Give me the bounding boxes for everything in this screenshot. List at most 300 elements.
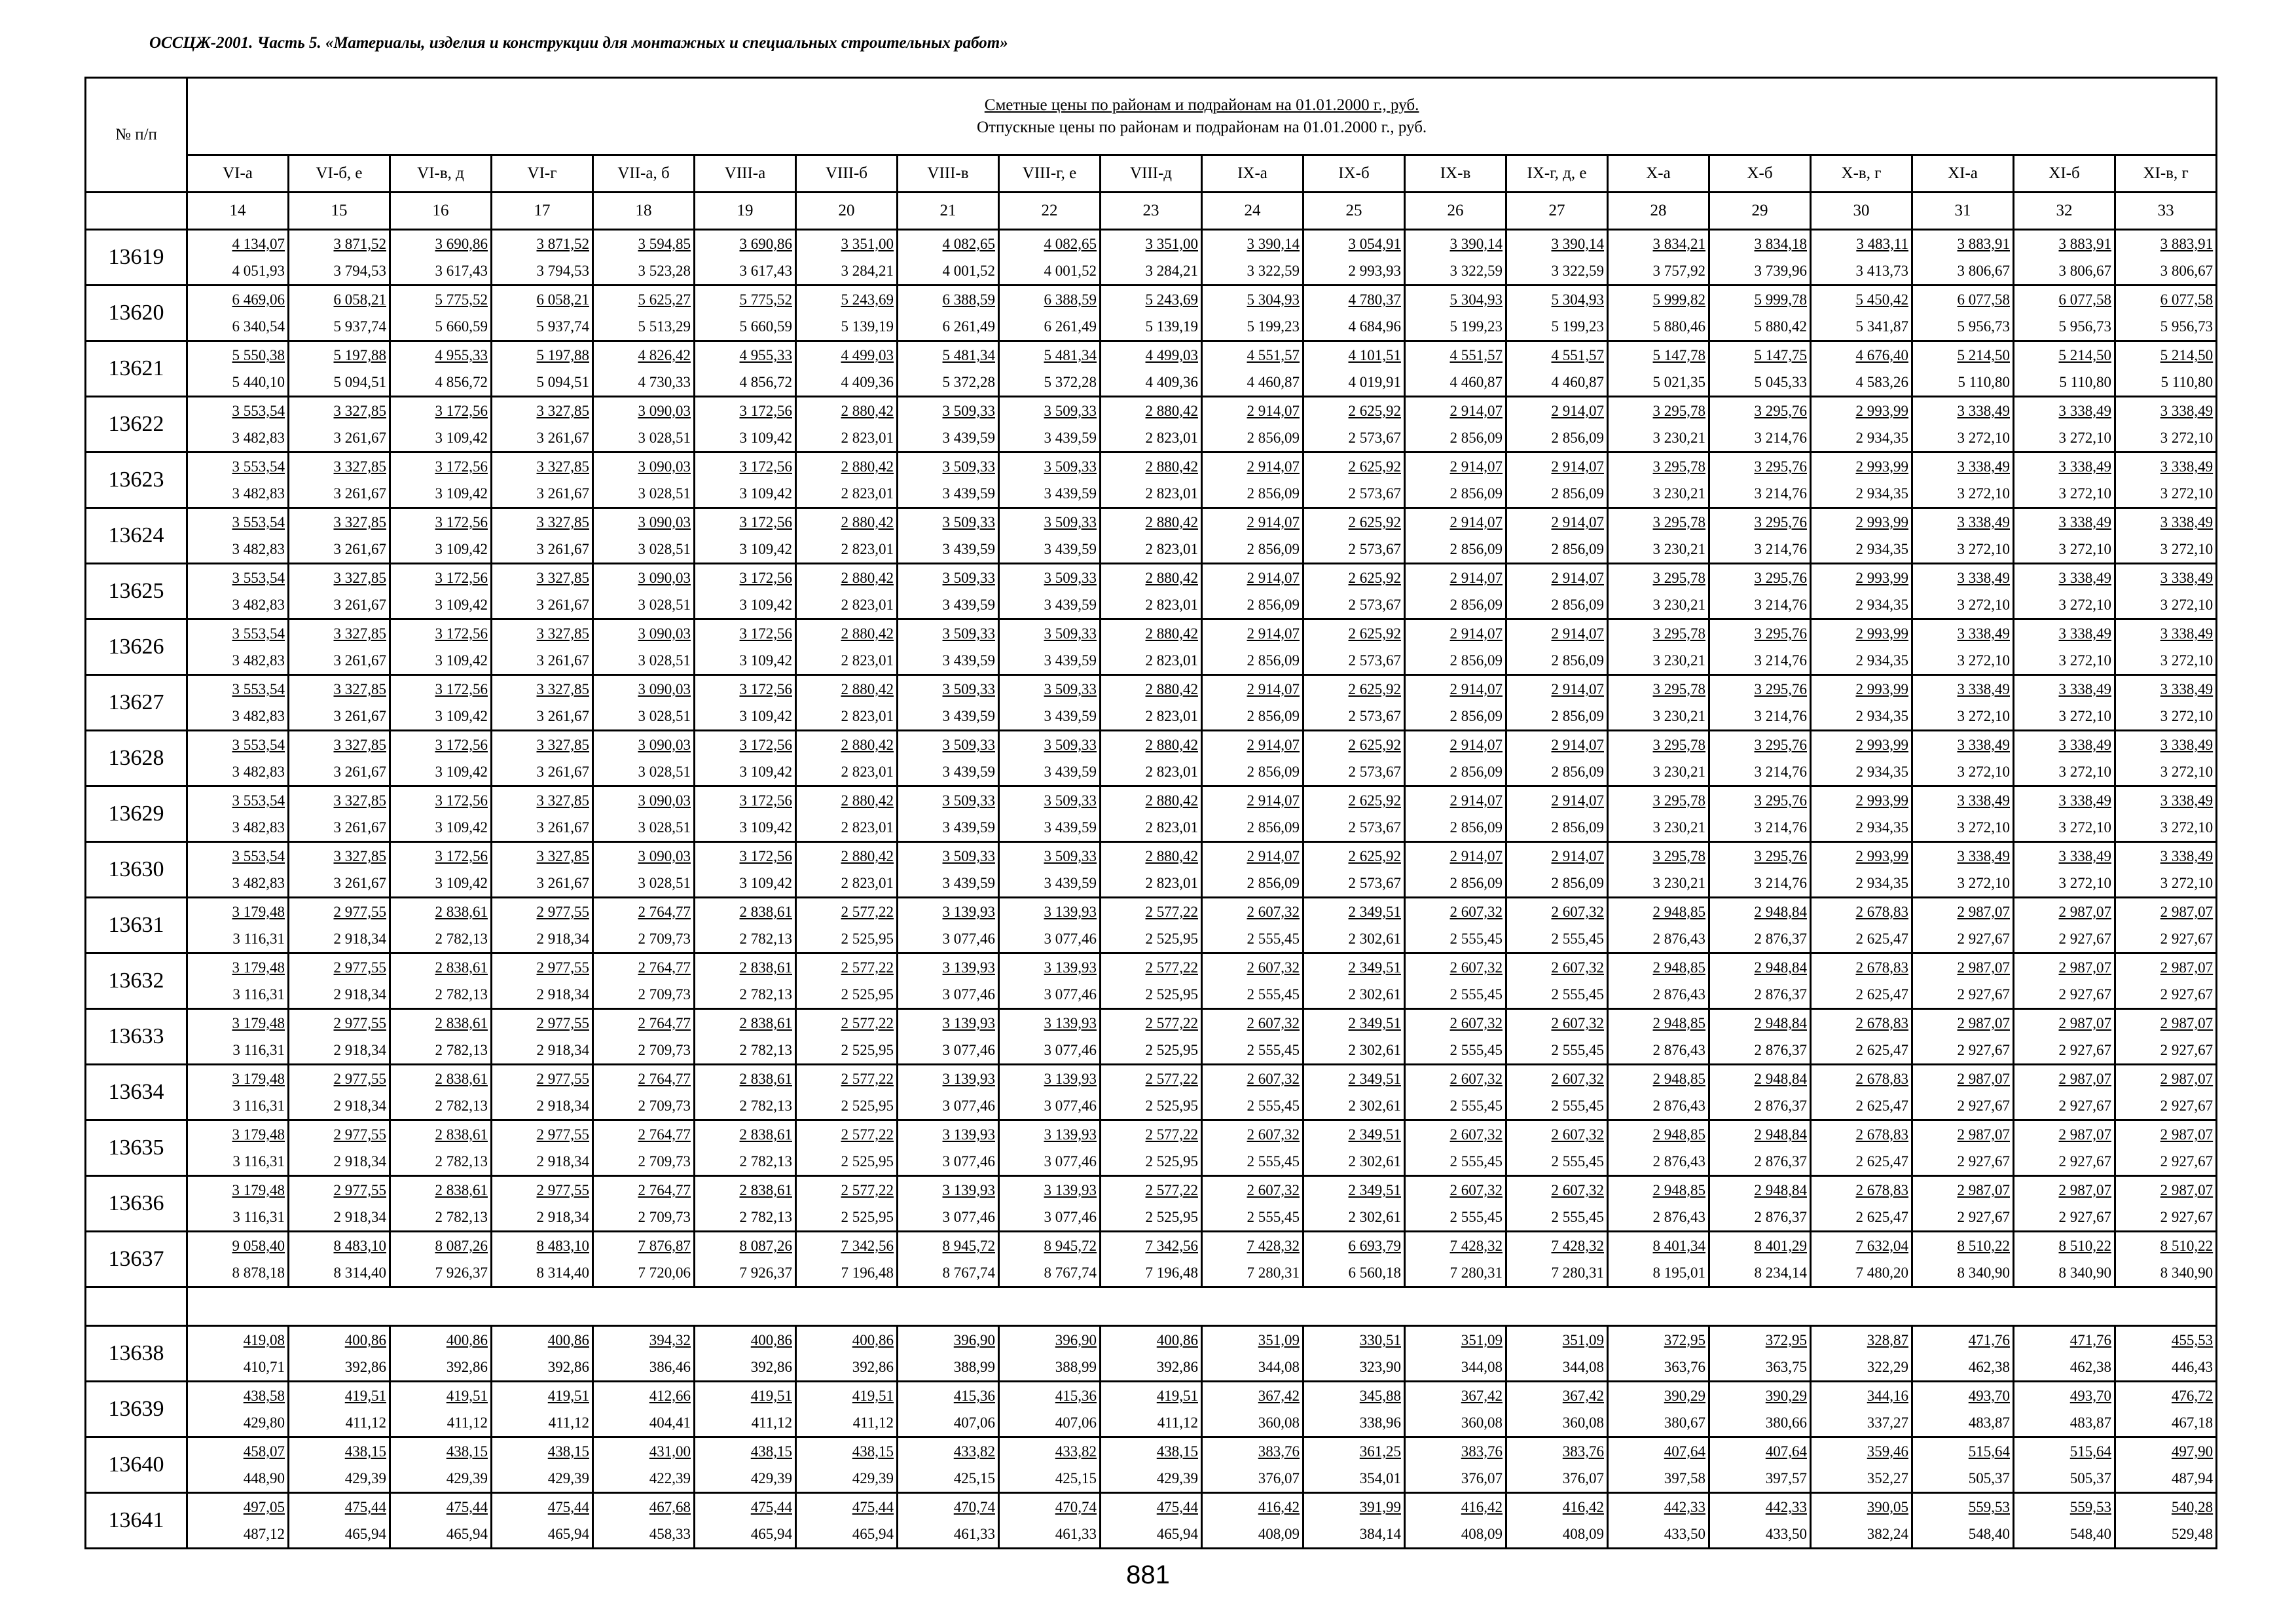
estimated-price: 2 880,42 (1145, 848, 1198, 864)
price-cell (1709, 1232, 1811, 1287)
price-cell (1811, 953, 1912, 1009)
estimated-price: 3 553,54 (232, 403, 285, 419)
price-cell (390, 1437, 492, 1493)
release-price: 465,94 (750, 1526, 792, 1542)
price-cell (695, 286, 796, 341)
release-price: 3 261,67 (333, 764, 386, 780)
estimated-price: 2 880,42 (841, 514, 894, 530)
release-price: 3 261,67 (536, 541, 589, 557)
release-price: 3 214,76 (1754, 541, 1807, 557)
price-cell (390, 953, 492, 1009)
price-cell (1101, 1009, 1202, 1065)
price-cell (2115, 1326, 2217, 1382)
price-cell (1101, 1382, 1202, 1437)
price-cell (999, 953, 1101, 1009)
price-cell (999, 786, 1101, 842)
item-number: 13632 (86, 953, 187, 1009)
price-cell (1506, 452, 1608, 508)
release-price: 3 322,59 (1551, 263, 1604, 279)
release-price: 462,38 (2069, 1359, 2111, 1375)
estimated-price: 4 082,65 (1044, 236, 1097, 252)
release-price: 3 439,59 (1044, 764, 1097, 780)
estimated-price: 2 764,77 (638, 1182, 691, 1198)
price-cell (1811, 286, 1912, 341)
release-price: 2 927,67 (2058, 1098, 2111, 1114)
release-price: 3 214,76 (1754, 708, 1807, 724)
release-price: 2 927,67 (2160, 1153, 2214, 1170)
release-price: 3 230,21 (1652, 819, 1705, 836)
release-price: 7 480,20 (1855, 1264, 1908, 1281)
estimated-price: 3 509,33 (942, 848, 995, 864)
release-price: 8 340,90 (1957, 1264, 2010, 1281)
table-row (86, 564, 2217, 619)
price-cell (1101, 1437, 1202, 1493)
estimated-price: 3 295,76 (1754, 458, 1807, 475)
release-price: 2 555,45 (1247, 1042, 1300, 1058)
release-price: 2 555,45 (1247, 931, 1300, 947)
release-price: 3 261,67 (333, 819, 386, 836)
estimated-price: 416,42 (1562, 1499, 1604, 1515)
estimated-price: 2 577,22 (1145, 1015, 1198, 1031)
release-price: 3 109,42 (739, 430, 792, 446)
price-cell (796, 508, 898, 564)
estimated-price: 467,68 (649, 1499, 691, 1515)
price-cell (796, 731, 898, 786)
estimated-price: 3 179,48 (232, 1015, 285, 1031)
release-price: 392,86 (1156, 1359, 1198, 1375)
price-cell (1405, 341, 1506, 397)
estimated-price: 3 327,85 (333, 737, 386, 753)
price-cell (390, 230, 492, 286)
estimated-price: 419,08 (243, 1332, 285, 1348)
price-cell (2115, 397, 2217, 452)
estimated-price: 3 338,49 (2058, 458, 2111, 475)
estimated-price: 9 058,40 (232, 1238, 285, 1254)
release-price: 2 823,01 (1145, 764, 1198, 780)
estimated-price: 5 625,27 (638, 291, 691, 308)
price-cell (898, 1065, 999, 1120)
release-price: 8 878,18 (232, 1264, 285, 1281)
price-cell (1608, 1120, 1709, 1176)
region-header: IX-г, д, е (1506, 155, 1608, 193)
price-cell (289, 842, 390, 898)
estimated-price: 3 871,52 (333, 236, 386, 252)
release-price: 3 272,10 (2058, 819, 2111, 836)
release-price: 2 555,45 (1551, 1098, 1604, 1114)
release-price: 461,33 (1055, 1526, 1097, 1542)
release-price: 2 555,45 (1551, 1153, 1604, 1170)
region-header: VIII-г, е (999, 155, 1101, 193)
release-price: 2 918,34 (333, 1209, 386, 1225)
estimated-price: 2 914,07 (1247, 792, 1300, 809)
estimated-price: 3 338,49 (2160, 681, 2214, 697)
price-cell (695, 1382, 796, 1437)
release-price: 3 077,46 (942, 1098, 995, 1114)
price-cell (2014, 1120, 2115, 1176)
release-price: 465,94 (446, 1526, 488, 1542)
release-price: 465,94 (852, 1526, 894, 1542)
release-price: 3 739,96 (1754, 263, 1807, 279)
price-cell (898, 898, 999, 953)
release-price: 2 555,45 (1551, 1209, 1604, 1225)
estimated-price: 5 214,50 (1957, 347, 2010, 363)
estimated-price: 2 880,42 (1145, 458, 1198, 475)
release-price: 3 261,67 (536, 875, 589, 891)
release-price: 5 372,28 (1044, 374, 1097, 390)
release-price: 7 280,31 (1449, 1264, 1503, 1281)
estimated-price: 2 977,55 (536, 1071, 589, 1087)
estimated-price: 2 880,42 (841, 737, 894, 753)
price-cell (1912, 1493, 2014, 1549)
release-price: 5 199,23 (1449, 318, 1503, 335)
estimated-price: 6 077,58 (1957, 291, 2010, 308)
price-cell (1608, 508, 1709, 564)
estimated-price: 2 838,61 (739, 1126, 792, 1143)
release-price: 429,39 (344, 1470, 386, 1486)
release-price: 2 625,47 (1855, 1098, 1908, 1114)
estimated-price: 2 914,07 (1551, 625, 1604, 642)
release-price: 360,08 (1461, 1414, 1503, 1431)
price-cell (695, 1176, 796, 1232)
price-cell (1811, 564, 1912, 619)
estimated-price: 2 987,07 (1957, 1015, 2010, 1031)
price-cell (1202, 898, 1303, 953)
release-price: 8 767,74 (942, 1264, 995, 1281)
release-price: 3 617,43 (739, 263, 792, 279)
release-price: 2 856,09 (1449, 430, 1503, 446)
release-price: 2 525,95 (1145, 1098, 1198, 1114)
estimated-price: 2 607,32 (1449, 904, 1503, 920)
release-price: 5 513,29 (638, 318, 691, 335)
estimated-price: 2 838,61 (435, 1126, 488, 1143)
release-price: 429,39 (446, 1470, 488, 1486)
release-price: 2 555,45 (1247, 1098, 1300, 1114)
price-cell (1912, 675, 2014, 731)
price-cell (2014, 230, 2115, 286)
estimated-price: 515,64 (1968, 1443, 2010, 1460)
estimated-price: 2 678,83 (1855, 1015, 1908, 1031)
price-cell (1405, 508, 1506, 564)
estimated-price: 2 880,42 (841, 458, 894, 475)
estimated-price: 2 914,07 (1551, 792, 1604, 809)
price-cell (796, 397, 898, 452)
estimated-price: 3 179,48 (232, 1182, 285, 1198)
release-price: 467,18 (2171, 1414, 2214, 1431)
price-cell (1608, 564, 1709, 619)
release-price: 392,86 (344, 1359, 386, 1375)
price-cell (2014, 953, 2115, 1009)
price-cell (2115, 731, 2217, 786)
estimated-price: 3 834,21 (1652, 236, 1705, 252)
estimated-price: 8 087,26 (739, 1238, 792, 1254)
price-cell (492, 953, 593, 1009)
estimated-price: 3 172,56 (739, 458, 792, 475)
price-cell (1101, 564, 1202, 619)
price-cell (999, 397, 1101, 452)
price-cell (796, 1065, 898, 1120)
estimated-price: 5 214,50 (2058, 347, 2111, 363)
release-price: 363,75 (1765, 1359, 1807, 1375)
estimated-price: 3 327,85 (333, 792, 386, 809)
release-price: 462,38 (1968, 1359, 2010, 1375)
estimated-price: 3 139,93 (1044, 959, 1097, 976)
price-cell (898, 452, 999, 508)
release-price: 3 272,10 (2160, 708, 2214, 724)
release-price: 3 116,31 (232, 1209, 285, 1225)
price-cell (796, 619, 898, 675)
release-price: 4 460,87 (1551, 374, 1604, 390)
estimated-price: 2 838,61 (739, 1071, 792, 1087)
estimated-price: 7 428,32 (1247, 1238, 1300, 1254)
release-price: 2 918,34 (536, 931, 589, 947)
release-price: 3 109,42 (435, 708, 488, 724)
price-cell (2115, 842, 2217, 898)
estimated-price: 3 338,49 (1957, 681, 2010, 697)
column-number: 18 (593, 193, 695, 230)
region-header: IX-в (1405, 155, 1506, 193)
price-cell (187, 1326, 289, 1382)
price-cell (1202, 286, 1303, 341)
price-cell (1709, 619, 1811, 675)
price-cell (1811, 1120, 1912, 1176)
release-price: 425,15 (953, 1470, 995, 1486)
estimated-price: 5 550,38 (232, 347, 285, 363)
estimated-price: 2 987,07 (1957, 1071, 2010, 1087)
release-price: 411,12 (1157, 1414, 1198, 1431)
release-price: 3 482,83 (232, 708, 285, 724)
release-price: 3 261,67 (333, 485, 386, 502)
price-cell (1811, 842, 1912, 898)
estimated-price: 455,53 (2171, 1332, 2214, 1348)
estimated-price: 4 551,57 (1449, 347, 1503, 363)
estimated-price: 2 977,55 (536, 1182, 589, 1198)
estimated-price: 438,15 (344, 1443, 386, 1460)
column-number: 33 (2115, 193, 2217, 230)
estimated-price: 2 987,07 (2058, 1182, 2111, 1198)
price-cell (289, 675, 390, 731)
estimated-price: 400,86 (750, 1332, 792, 1348)
release-price: 407,06 (1055, 1414, 1097, 1431)
estimated-price: 5 147,75 (1754, 347, 1807, 363)
estimated-price: 2 914,07 (1449, 570, 1503, 586)
price-cell (492, 675, 593, 731)
price-cell (2014, 1493, 2115, 1549)
price-cell (1811, 786, 1912, 842)
release-price: 2 573,67 (1348, 708, 1401, 724)
price-cell (1202, 1176, 1303, 1232)
release-price: 3 439,59 (942, 708, 995, 724)
estimated-price: 4 551,57 (1551, 347, 1604, 363)
price-cell (593, 842, 695, 898)
price-cell (1405, 731, 1506, 786)
release-price: 397,58 (1664, 1470, 1705, 1486)
estimated-price: 5 481,34 (1044, 347, 1097, 363)
price-cell (289, 1437, 390, 1493)
release-price: 5 139,19 (841, 318, 894, 335)
price-cell (593, 898, 695, 953)
price-cell (1303, 1120, 1405, 1176)
release-price: 322,29 (1867, 1359, 1908, 1375)
estimated-price: 2 880,42 (841, 570, 894, 586)
estimated-price: 2 349,51 (1348, 904, 1401, 920)
release-price: 4 409,36 (1145, 374, 1198, 390)
release-price: 2 927,67 (2160, 931, 2214, 947)
price-cell (187, 1065, 289, 1120)
release-price: 2 782,13 (435, 1153, 488, 1170)
price-cell (492, 842, 593, 898)
estimated-price: 4 780,37 (1348, 291, 1401, 308)
price-cell (289, 1176, 390, 1232)
estimated-price: 3 295,76 (1754, 737, 1807, 753)
estimated-price: 3 338,49 (1957, 848, 2010, 864)
estimated-price: 3 139,93 (942, 1015, 995, 1031)
region-header: XI-а (1912, 155, 2014, 193)
price-cell (1101, 731, 1202, 786)
price-cell (2115, 1437, 2217, 1493)
price-cell (1811, 230, 1912, 286)
release-price: 4 409,36 (841, 374, 894, 390)
release-price: 2 876,43 (1652, 986, 1705, 1003)
release-price: 410,71 (243, 1359, 285, 1375)
release-price: 5 110,80 (2059, 374, 2111, 390)
price-cell (1608, 1065, 1709, 1120)
release-price: 2 525,95 (1145, 1153, 1198, 1170)
price-cell (1912, 619, 2014, 675)
document-header: ОССЦЖ-2001. Часть 5. «Материалы, изделия и конструкции для монтажных и специальных строительных работ» (149, 34, 1008, 52)
price-cell (2115, 1120, 2217, 1176)
estimated-price: 2 977,55 (333, 959, 386, 976)
price-cell (2014, 1232, 2115, 1287)
release-price: 2 573,67 (1348, 764, 1401, 780)
estimated-price: 2 678,83 (1855, 904, 1908, 920)
price-cell (187, 452, 289, 508)
price-cell (1912, 1176, 2014, 1232)
estimated-price: 2 914,07 (1551, 403, 1604, 419)
estimated-price: 442,33 (1765, 1499, 1807, 1515)
release-price: 2 927,67 (1957, 986, 2010, 1003)
price-cell (999, 1065, 1101, 1120)
estimated-price: 2 914,07 (1449, 625, 1503, 642)
release-price: 3 272,10 (2058, 541, 2111, 557)
region-header: VIII-д (1101, 155, 1202, 193)
release-price: 3 214,76 (1754, 652, 1807, 669)
estimated-price: 2 914,07 (1449, 737, 1503, 753)
price-cell (2014, 898, 2115, 953)
price-cell (1912, 1437, 2014, 1493)
estimated-price: 3 509,33 (1044, 570, 1097, 586)
release-price: 2 525,95 (1145, 931, 1198, 947)
price-cell (593, 1120, 695, 1176)
price-cell (898, 1437, 999, 1493)
price-cell (1709, 1326, 1811, 1382)
release-price: 2 927,67 (1957, 1098, 2010, 1114)
estimated-price: 5 197,88 (536, 347, 589, 363)
release-price: 2 876,43 (1652, 1098, 1705, 1114)
estimated-price: 3 327,85 (536, 514, 589, 530)
estimated-price: 3 338,49 (2058, 514, 2111, 530)
release-price: 3 077,46 (1044, 1153, 1097, 1170)
estimated-price: 3 295,78 (1652, 403, 1705, 419)
price-cell (898, 230, 999, 286)
release-price: 2 876,43 (1652, 1042, 1705, 1058)
release-price: 2 934,35 (1855, 652, 1908, 669)
release-price: 3 214,76 (1754, 764, 1807, 780)
release-price: 5 199,23 (1551, 318, 1604, 335)
price-cell (695, 1437, 796, 1493)
release-price: 3 272,10 (1957, 708, 2010, 724)
release-price: 3 261,67 (333, 652, 386, 669)
price-cell (1303, 341, 1405, 397)
estimated-price: 2 914,07 (1551, 458, 1604, 475)
estimated-price: 2 577,22 (841, 959, 894, 976)
estimated-price: 390,29 (1765, 1388, 1807, 1404)
column-number: 17 (492, 193, 593, 230)
release-price: 2 856,09 (1247, 485, 1300, 502)
release-price: 448,90 (243, 1470, 285, 1486)
estimated-price: 3 509,33 (942, 570, 995, 586)
release-price: 2 782,13 (739, 986, 792, 1003)
release-price: 2 823,01 (841, 430, 894, 446)
price-cell (390, 786, 492, 842)
release-price: 2 876,43 (1652, 1209, 1705, 1225)
estimated-price: 2 987,07 (2058, 904, 2111, 920)
release-price: 2 823,01 (841, 819, 894, 836)
price-cell (1912, 452, 2014, 508)
estimated-price: 3 295,76 (1754, 514, 1807, 530)
release-price: 3 272,10 (2058, 652, 2111, 669)
estimated-price: 412,66 (649, 1388, 691, 1404)
release-price: 2 823,01 (1145, 597, 1198, 613)
release-price: 3 077,46 (942, 986, 995, 1003)
price-cell (695, 1493, 796, 1549)
release-price: 2 782,13 (435, 931, 488, 947)
release-price: 2 927,67 (1957, 1209, 2010, 1225)
price-cell (1811, 1009, 1912, 1065)
price-cell (187, 508, 289, 564)
release-price: 2 525,95 (1145, 1042, 1198, 1058)
price-cell (1709, 397, 1811, 452)
release-price: 2 927,67 (1957, 1042, 2010, 1058)
item-number: 13630 (86, 842, 187, 898)
estimated-price: 6 058,21 (333, 291, 386, 308)
price-cell (1912, 1065, 2014, 1120)
release-price: 3 077,46 (1044, 986, 1097, 1003)
estimated-price: 3 338,49 (1957, 458, 2010, 475)
price-cell (1405, 842, 1506, 898)
table-row (86, 1232, 2217, 1287)
estimated-price: 3 139,93 (942, 904, 995, 920)
estimated-price: 2 577,22 (841, 1126, 894, 1143)
price-cell (492, 898, 593, 953)
price-cell (187, 619, 289, 675)
estimated-price: 344,16 (1867, 1388, 1908, 1404)
price-cell (898, 1326, 999, 1382)
release-price: 2 918,34 (333, 931, 386, 947)
estimated-price: 3 351,00 (1145, 236, 1198, 252)
price-cell (1912, 508, 2014, 564)
price-cell (1303, 1232, 1405, 1287)
price-cell (1811, 1065, 1912, 1120)
estimated-price: 416,42 (1258, 1499, 1300, 1515)
price-cell (695, 842, 796, 898)
estimated-price: 2 880,42 (841, 681, 894, 697)
price-cell (2115, 953, 2217, 1009)
price-cell (1101, 452, 1202, 508)
item-number: 13622 (86, 397, 187, 452)
release-price: 2 573,67 (1348, 541, 1401, 557)
release-price: 3 261,67 (536, 485, 589, 502)
estimated-price: 2 349,51 (1348, 1015, 1401, 1031)
